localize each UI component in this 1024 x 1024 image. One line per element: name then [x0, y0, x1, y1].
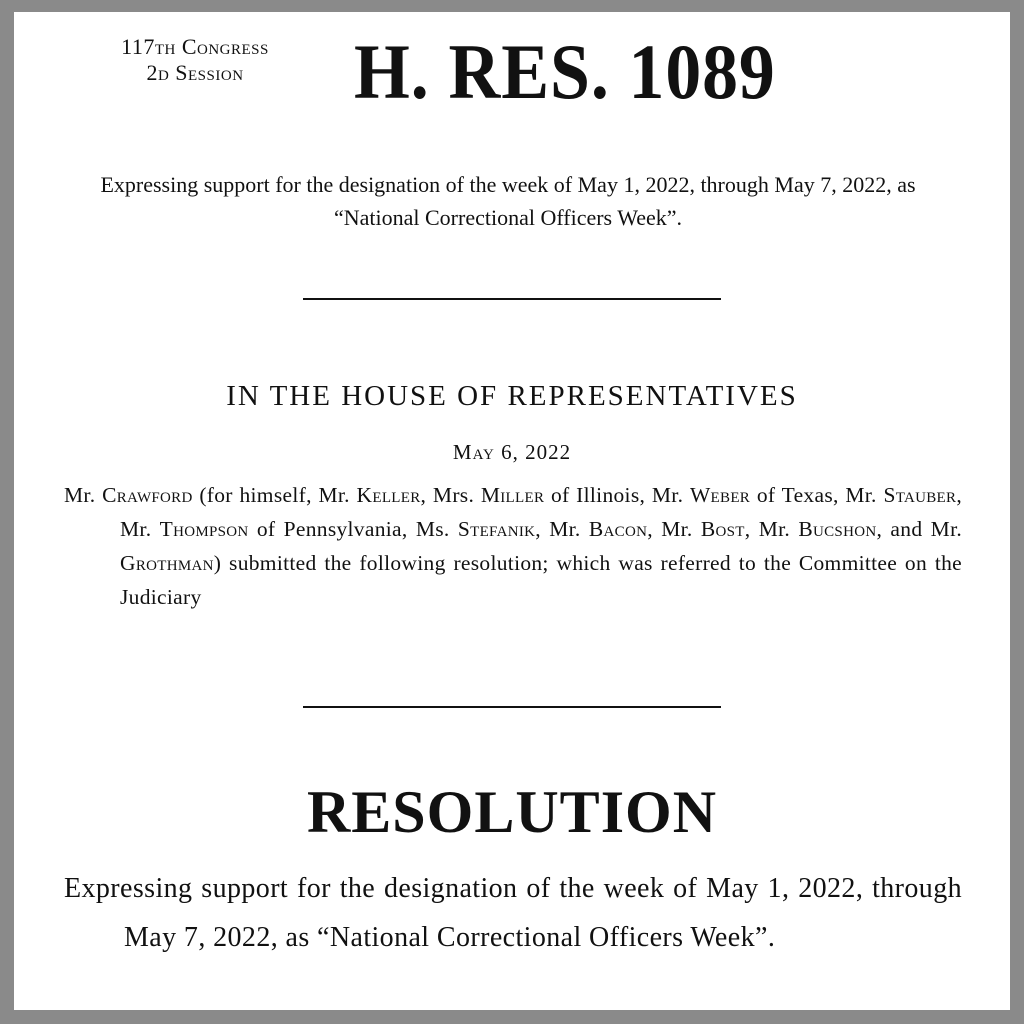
sponsor-text: of Illinois, Mr. — [544, 483, 690, 507]
sponsor-text: (for himself, Mr. — [192, 483, 357, 507]
sponsor-text: of Pennsylvania, Ms. — [248, 517, 458, 541]
sponsor-text: , Mr. — [120, 483, 962, 541]
introduction-date: May 6, 2022 — [452, 440, 572, 464]
sponsor-name: Grothman — [120, 551, 214, 575]
congress-session-block — [70, 34, 320, 86]
congress-number: 117th Congress — [121, 34, 269, 59]
sponsor-name: Stefanik — [457, 517, 536, 541]
sponsor-name: Bost — [700, 517, 745, 541]
sponsor-text: ) submitted the following resolution; which was referred to the Committee on the Judiciary — [120, 551, 962, 609]
sponsor-name: Thompson — [159, 517, 249, 541]
resolution-heading: RESOLUTION — [306, 779, 718, 845]
session-number: 2d Session — [146, 60, 244, 85]
document-page — [14, 12, 1010, 1010]
resolution-body: Expressing support for the designation of the week of May 1, 2022, through May 7, 2022, as “National Correctional Officers Week”. — [64, 873, 962, 953]
sponsor-text: , Mr. — [647, 517, 701, 541]
sponsor-text: of Texas, Mr. — [750, 483, 884, 507]
sponsor-name: Stauber — [883, 483, 957, 507]
sponsor-text: , and Mr. — [876, 517, 963, 541]
sponsor-text: , Mrs. — [420, 483, 481, 507]
sponsor-text: , Mr. — [744, 517, 799, 541]
sponsor-name: Bacon — [588, 517, 648, 541]
sponsor-name: Miller — [480, 483, 545, 507]
bill-title: H. RES. 1089 — [354, 28, 776, 115]
sponsor-name: Bucshon — [798, 517, 877, 541]
divider-rule — [303, 298, 721, 300]
divider-rule — [303, 706, 721, 708]
sponsor-name: Keller — [356, 483, 421, 507]
sponsor-text: , Mr. — [535, 517, 589, 541]
sponsor-name: Crawford — [102, 483, 193, 507]
sponsors-paragraph — [64, 478, 963, 614]
sponsor-name: Weber — [689, 483, 751, 507]
sponsor-text: Mr. — [64, 483, 103, 507]
chamber-heading: IN THE HOUSE OF REPRESENTATIVES — [226, 380, 798, 412]
summary-text: Expressing support for the designation of the week of May 1, 2022, through May 7, 2022, as “National Correctional Officers Week”. — [100, 172, 916, 230]
